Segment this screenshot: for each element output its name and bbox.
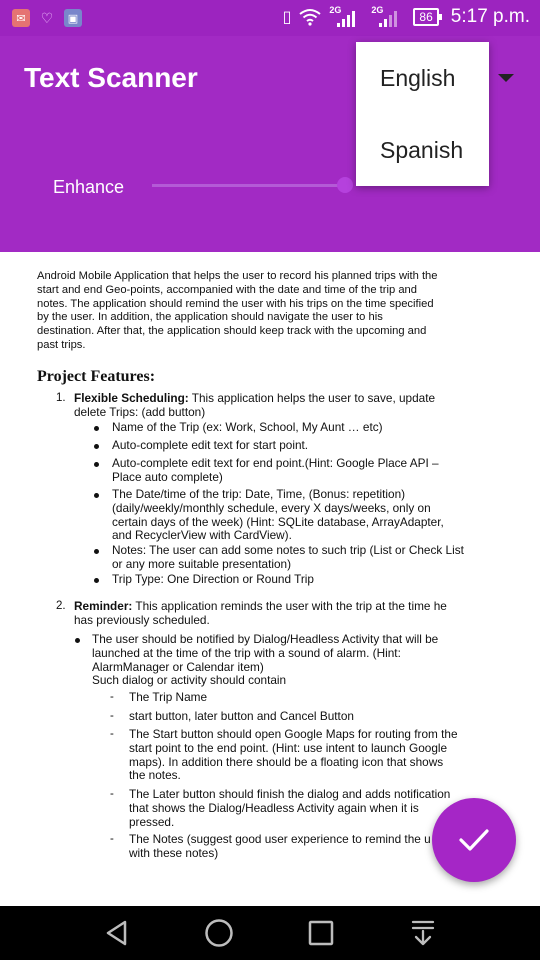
feature-1-title: Flexible Scheduling: [74, 391, 189, 405]
list-item-line: The user should be notified by Dialog/Headless Activity that will be [92, 632, 439, 646]
notification-icons [12, 9, 82, 27]
feature-1-line [74, 392, 494, 406]
notification-pull-icon [411, 919, 435, 947]
sub-list-item-line: The Start button should open Google Maps for routing from the [129, 727, 458, 741]
intro-line: Android Mobile Application that helps the user to record his planned trips with the [37, 270, 438, 282]
sub-list-item-line: start point to the end point. (Hint: use intent to launch Google [129, 740, 448, 755]
battery-icon [413, 8, 438, 26]
sub-list-item [129, 728, 458, 783]
list-item-line: or any more suitable presentation) [112, 556, 292, 571]
sub-list-item [129, 833, 431, 861]
bullet-icon [94, 549, 99, 554]
dash-marker: - [110, 728, 114, 740]
wifi-icon [299, 8, 321, 26]
sub-list-item: The Trip Name [129, 690, 208, 704]
list-item-line: The Date/time of the trip: Date, Time, (Bonus: repetition) [112, 487, 406, 501]
sub-list-item-line: maps). In addition there should be a floating icon that shows [129, 754, 444, 769]
battery-level: 86 [419, 10, 433, 24]
bullet-icon [94, 426, 99, 431]
bullet-icon [94, 493, 99, 498]
feature-2-text: This application reminds the user with the trip at the time he [132, 599, 447, 613]
list-item [112, 457, 439, 485]
intro-line: destination. After that, the application should keep track with the upcoming and [37, 325, 427, 338]
image-icon: ▣ [64, 9, 82, 27]
language-option-spanish[interactable]: Spanish [380, 137, 464, 163]
language-dropdown-menu [356, 42, 489, 186]
sub-list-item-line: that shows the Dialog/Headless Activity again when it is [129, 800, 419, 815]
list-item-line: certain days of the week) (Hint: SQLite database, ArrayAdapter, [112, 514, 444, 529]
clock: 5:17 p.m. [450, 6, 530, 27]
intro-line: by the user. In addition, the application should navigate the user to his [37, 311, 383, 324]
feature-2-line [74, 600, 494, 614]
list-item-line: Auto-complete edit text for end point.(Hint: Google Place API – [112, 456, 439, 470]
bullet-icon [94, 444, 99, 449]
intro-line: start and end Geo-points, accompanied with the date and time of the trip and [37, 283, 417, 296]
check-icon [458, 827, 490, 853]
sub-list-item-line: the notes. [129, 768, 181, 783]
list-item: Name of the Trip (ex: Work, School, My Aunt … etc) [112, 420, 383, 434]
home-button[interactable] [189, 906, 249, 960]
status-bar [0, 0, 540, 36]
notification-pull-button[interactable] [393, 906, 453, 960]
app-title: Text Scanner [24, 62, 198, 93]
intro-line: notes. The application should remind the user with his trips on the time specified [37, 297, 434, 310]
list-item-line: AlarmManager or Calendar item) [92, 659, 264, 674]
list-item [92, 633, 438, 688]
sub-list-item-line: with these notes) [129, 845, 219, 860]
vibrate-icon: ▯ [282, 9, 292, 26]
language-option-english[interactable]: English [380, 65, 456, 91]
sub-list-item-line: The Notes (suggest good user experience to remind the u [129, 832, 431, 846]
navigation-bar [0, 906, 540, 960]
feature-2-title: Reminder: [74, 599, 133, 613]
list-item-line: Place auto complete) [112, 469, 223, 484]
dash-marker: - [110, 833, 114, 845]
signal-1-icon [329, 7, 363, 27]
list-number: 2. [56, 600, 66, 612]
bullet-icon [75, 638, 80, 643]
signal-2-icon [371, 7, 405, 27]
document-heading: Project Features: [37, 368, 156, 385]
dash-marker: - [110, 710, 114, 722]
enhance-label: Enhance [53, 177, 125, 197]
back-icon [103, 919, 131, 947]
bullet-icon [94, 578, 99, 583]
sub-list-item: start button, later button and Cancel Button [129, 709, 354, 723]
list-number: 1. [56, 392, 66, 404]
dash-marker: - [110, 691, 114, 703]
signal-1-tag: 2G [329, 5, 342, 15]
document-intro [37, 270, 467, 353]
home-icon [204, 918, 234, 948]
sub-list-item-line: The Later button should finish the dialog and adds notification [129, 787, 451, 801]
list-item [112, 488, 444, 543]
list-item: Auto-complete edit text for start point. [112, 438, 309, 452]
dash-marker: - [110, 788, 114, 800]
feature-2-line-2: has previously scheduled. [74, 613, 210, 627]
pulse-icon: ♡ [40, 9, 54, 26]
enhance-slider[interactable] [152, 184, 346, 187]
intro-line: past trips. [37, 338, 86, 351]
list-item-line: (daily/weekly/monthly schedule, every X days/weeks, only on [112, 500, 431, 515]
bullet-icon [94, 462, 99, 467]
signal-2-tag: 2G [371, 5, 384, 15]
list-item [112, 544, 464, 572]
list-item-line: Such dialog or activity should contain [92, 673, 287, 688]
enhance-slider-thumb[interactable] [337, 177, 353, 193]
dropdown-arrow-icon[interactable] [498, 74, 514, 82]
list-item-line: Notes: The user can add some notes to such trip (List or Check List [112, 543, 464, 557]
sub-list-item-line: pressed. [129, 814, 175, 829]
list-item-line: launched at the time of the trip with a sound of alarm. (Hint: [92, 645, 401, 660]
sub-list-item [129, 788, 450, 829]
list-item: Trip Type: One Direction or Round Trip [112, 572, 314, 586]
list-item-line: and RecyclerView with CardView). [112, 528, 292, 543]
confirm-fab-button[interactable] [432, 798, 516, 882]
feature-1-text: This application helps the user to save, update [188, 391, 436, 405]
mail-icon: ✉ [12, 9, 30, 27]
recents-button[interactable] [291, 906, 351, 960]
recents-icon [308, 920, 334, 946]
feature-1-line-2: delete Trips: (add button) [74, 405, 206, 419]
back-button[interactable] [87, 906, 147, 960]
